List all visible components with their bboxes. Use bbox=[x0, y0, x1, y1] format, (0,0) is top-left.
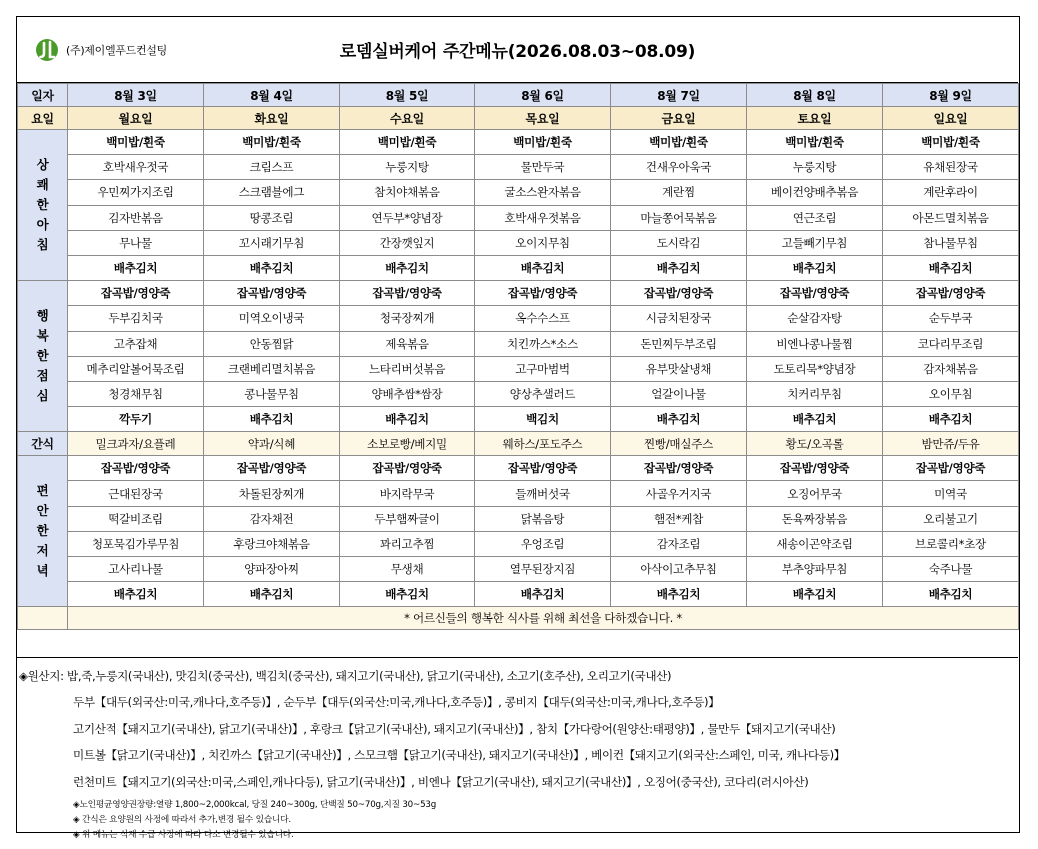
menu-item: 고추잡채 bbox=[68, 331, 204, 356]
menu-item: 치커리무침 bbox=[747, 381, 883, 406]
snack-label: 간식 bbox=[18, 432, 68, 456]
day-row bbox=[18, 107, 1019, 130]
date-cell: 8월 7일 bbox=[611, 84, 747, 107]
day-label: 요일 bbox=[18, 107, 68, 130]
menu-item: 백미밥/흰죽 bbox=[340, 130, 475, 155]
menu-item: 고들빼기무침 bbox=[747, 230, 883, 255]
date-cell: 8월 5일 bbox=[340, 84, 475, 107]
menu-item: 배추김치 bbox=[68, 255, 204, 280]
menu-item: 연두부*양념장 bbox=[340, 205, 475, 230]
meal-label bbox=[18, 456, 68, 607]
snack-cell: 황도/오곡롤 bbox=[747, 432, 883, 456]
menu-item: 코다리무조림 bbox=[883, 331, 1019, 356]
menu-item: 배추김치 bbox=[340, 255, 475, 280]
menu-item: 백미밥/흰죽 bbox=[611, 130, 747, 155]
menu-item: 건새우아욱국 bbox=[611, 155, 747, 180]
menu-item: 크랜베리멸치볶음 bbox=[204, 356, 340, 381]
menu-item: 햄전*케찹 bbox=[611, 506, 747, 531]
meal-row bbox=[18, 331, 1019, 356]
weekly-menu-sheet bbox=[16, 16, 1020, 840]
menu-item: 돈민찌두부조림 bbox=[611, 331, 747, 356]
menu-item: 계란찜 bbox=[611, 180, 747, 205]
note-row bbox=[18, 607, 1019, 630]
day-cell: 수요일 bbox=[340, 107, 475, 130]
menu-item: 배추김치 bbox=[340, 407, 475, 432]
menu-item: 꽈리고추찜 bbox=[340, 531, 475, 556]
menu-item: 김자반볶음 bbox=[68, 205, 204, 230]
snack-cell: 웨하스/포도주스 bbox=[475, 432, 611, 456]
menu-item: 차돌된장찌개 bbox=[204, 481, 340, 506]
meal-label-text: 상쾌한아침 bbox=[36, 157, 49, 253]
menu-item: 시금치된장국 bbox=[611, 306, 747, 331]
menu-item: 우엉조림 bbox=[475, 531, 611, 556]
menu-item: 배추김치 bbox=[747, 582, 883, 607]
menu-item: 백미밥/흰죽 bbox=[68, 130, 204, 155]
menu-item: 배추김치 bbox=[883, 255, 1019, 280]
snack-cell: 소보로빵/베지밀 bbox=[340, 432, 475, 456]
origin-line: 미트볼【닭고기(국내산)】, 치킨까스【닭고기(국내산)】, 스모크햄【닭고기(국내산), 돼지고기(국내산)】, 베이컨【돼지고기(외국산:스페인, 미국, 캐나다등)】 bbox=[73, 748, 845, 762]
date-cell: 8월 8일 bbox=[747, 84, 883, 107]
menu-item: 감자채전 bbox=[204, 506, 340, 531]
menu-item: 아몬드멸치볶음 bbox=[883, 205, 1019, 230]
menu-item: 누룽지탕 bbox=[747, 155, 883, 180]
menu-item: 베이컨양배추볶음 bbox=[747, 180, 883, 205]
menu-item: 잡곡밥/영양죽 bbox=[68, 456, 204, 481]
meal-row bbox=[18, 531, 1019, 556]
menu-item: 미역오이냉국 bbox=[204, 306, 340, 331]
meal-row bbox=[18, 155, 1019, 180]
date-cell: 8월 4일 bbox=[204, 84, 340, 107]
menu-item: 누룽지탕 bbox=[340, 155, 475, 180]
menu-item: 참치야채볶음 bbox=[340, 180, 475, 205]
menu-item: 무나물 bbox=[68, 230, 204, 255]
menu-item: 제육볶음 bbox=[340, 331, 475, 356]
menu-item: 꼬시래기무침 bbox=[204, 230, 340, 255]
menu-item: 얼갈이나물 bbox=[611, 381, 747, 406]
menu-item: 새송이곤약조림 bbox=[747, 531, 883, 556]
day-cell: 토요일 bbox=[747, 107, 883, 130]
menu-item: 간장깻잎지 bbox=[340, 230, 475, 255]
meal-row bbox=[18, 230, 1019, 255]
menu-item: 백미밥/흰죽 bbox=[883, 130, 1019, 155]
menu-item: 잡곡밥/영양죽 bbox=[340, 281, 475, 306]
menu-item: 옥수수스프 bbox=[475, 306, 611, 331]
menu-item: 돈육짜장볶음 bbox=[747, 506, 883, 531]
menu-item: 잡곡밥/영양죽 bbox=[883, 456, 1019, 481]
meal-row bbox=[18, 407, 1019, 432]
menu-item: 고사리나물 bbox=[68, 557, 204, 582]
meal-row bbox=[18, 582, 1019, 607]
snack-cell: 찐빵/매실주스 bbox=[611, 432, 747, 456]
menu-item: 잡곡밥/영양죽 bbox=[204, 456, 340, 481]
menu-item: 청국장찌개 bbox=[340, 306, 475, 331]
menu-item: 참나물무침 bbox=[883, 230, 1019, 255]
menu-item: 도토리묵*양념장 bbox=[747, 356, 883, 381]
menu-item: 양파장아찌 bbox=[204, 557, 340, 582]
menu-item: 잡곡밥/영양죽 bbox=[747, 456, 883, 481]
menu-item: 브로콜리*초장 bbox=[883, 531, 1019, 556]
menu-item: 배추김치 bbox=[747, 255, 883, 280]
menu-item: 연근조림 bbox=[747, 205, 883, 230]
meal-label bbox=[18, 130, 68, 281]
menu-item: 양배추쌈*쌈장 bbox=[340, 381, 475, 406]
menu-item: 잡곡밥/영양죽 bbox=[68, 281, 204, 306]
origin-note: ◈ 위 메뉴는 식재 수급 사정에 따라 다소 변경될수 있습니다. bbox=[73, 830, 294, 840]
menu-item: 감자채볶음 bbox=[883, 356, 1019, 381]
meal-row bbox=[18, 255, 1019, 280]
menu-item: 땅콩조림 bbox=[204, 205, 340, 230]
meal-label-text: 편안한저녁 bbox=[36, 483, 49, 579]
menu-item: 유부맛살냉채 bbox=[611, 356, 747, 381]
menu-item: 사골우거지국 bbox=[611, 481, 747, 506]
menu-item: 후랑크야채볶음 bbox=[204, 531, 340, 556]
weekly-menu-table bbox=[17, 83, 1019, 630]
menu-item: 아삭이고추무침 bbox=[611, 557, 747, 582]
date-label: 일자 bbox=[18, 84, 68, 107]
menu-item: 배추김치 bbox=[68, 582, 204, 607]
menu-item: 배추김치 bbox=[475, 582, 611, 607]
menu-item: 백미밥/흰죽 bbox=[747, 130, 883, 155]
menu-item: 비엔나콩나물찜 bbox=[747, 331, 883, 356]
origin-info bbox=[17, 657, 1018, 840]
meal-row bbox=[18, 281, 1019, 306]
menu-item: 청포묵김가루무침 bbox=[68, 531, 204, 556]
meal-row bbox=[18, 306, 1019, 331]
menu-item: 잡곡밥/영양죽 bbox=[611, 456, 747, 481]
menu-item: 열무된장지짐 bbox=[475, 557, 611, 582]
menu-item: 깍두기 bbox=[68, 407, 204, 432]
menu-item: 청경채무침 bbox=[68, 381, 204, 406]
menu-item: 잡곡밥/영양죽 bbox=[883, 281, 1019, 306]
menu-item: 굴소스완자볶음 bbox=[475, 180, 611, 205]
date-cell: 8월 3일 bbox=[68, 84, 204, 107]
menu-item: 유채된장국 bbox=[883, 155, 1019, 180]
menu-item: 오이지무침 bbox=[475, 230, 611, 255]
menu-item: 배추김치 bbox=[475, 255, 611, 280]
menu-item: 호박새우젓볶음 bbox=[475, 205, 611, 230]
menu-item: 두부햄짜글이 bbox=[340, 506, 475, 531]
origin-note: ◈ 간식은 요양원의 사정에 따라서 추가,변경 될수 있습니다. bbox=[73, 815, 291, 825]
day-cell: 금요일 bbox=[611, 107, 747, 130]
meal-row bbox=[18, 506, 1019, 531]
menu-item: 배추김치 bbox=[883, 407, 1019, 432]
date-cell: 8월 6일 bbox=[475, 84, 611, 107]
menu-item: 도시락김 bbox=[611, 230, 747, 255]
menu-item: 잡곡밥/영양죽 bbox=[475, 456, 611, 481]
meal-row bbox=[18, 557, 1019, 582]
menu-item: 고구마범벅 bbox=[475, 356, 611, 381]
page-title: 로뎀실버케어 주간메뉴(2026.08.03~08.09) bbox=[339, 42, 696, 62]
menu-item: 잡곡밥/영양죽 bbox=[204, 281, 340, 306]
date-row bbox=[18, 84, 1019, 107]
menu-item: 배추김치 bbox=[340, 582, 475, 607]
menu-item: 백미밥/흰죽 bbox=[475, 130, 611, 155]
origin-line: 런천미트【돼지고기(외국산:미국,스페인,캐나다등), 닭고기(국내산)】, 비엔나【닭고기(국내산), 돼지고기(국내산)】, 오징어(중국산), 코다리(러시아산) bbox=[73, 775, 809, 789]
menu-item: 배추김치 bbox=[204, 255, 340, 280]
snack-cell: 약과/식혜 bbox=[204, 432, 340, 456]
menu-item: 들깨버섯국 bbox=[475, 481, 611, 506]
menu-item: 오징어무국 bbox=[747, 481, 883, 506]
menu-item: 오이무침 bbox=[883, 381, 1019, 406]
menu-item: 부추양파무침 bbox=[747, 557, 883, 582]
origin-line: ◈원산지: 밥,죽,누룽지(국내산), 맛김치(중국산), 백김치(중국산), 돼지고기(국내산), 닭고기(국내산), 소고기(호주산), 오리고기(국내산) bbox=[19, 669, 672, 683]
day-cell: 목요일 bbox=[475, 107, 611, 130]
menu-item: 근대된장국 bbox=[68, 481, 204, 506]
menu-item: 닭볶음탕 bbox=[475, 506, 611, 531]
menu-item: 우민찌가지조림 bbox=[68, 180, 204, 205]
menu-item: 양상추샐러드 bbox=[475, 381, 611, 406]
snack-cell: 밤만쥬/두유 bbox=[883, 432, 1019, 456]
menu-item: 숙주나물 bbox=[883, 557, 1019, 582]
meal-row bbox=[18, 456, 1019, 481]
company-name: (주)제이엘푸드컨설팅 bbox=[66, 44, 167, 57]
menu-item: 순두부국 bbox=[883, 306, 1019, 331]
origin-note: ◈노인평균영양권장량:열량 1,800~2,000kcal, 당질 240~300g, 단백질 50~70g,지질 30~53g bbox=[73, 800, 437, 810]
menu-item: 오리불고기 bbox=[883, 506, 1019, 531]
empty-cell bbox=[18, 607, 68, 630]
menu-item: 감자조림 bbox=[611, 531, 747, 556]
menu-item: 호박새우젓국 bbox=[68, 155, 204, 180]
day-cell: 화요일 bbox=[204, 107, 340, 130]
snack-row bbox=[18, 432, 1019, 456]
menu-item: 배추김치 bbox=[611, 407, 747, 432]
menu-item: 안동찜닭 bbox=[204, 331, 340, 356]
menu-item: 스크램블에그 bbox=[204, 180, 340, 205]
meal-row bbox=[18, 481, 1019, 506]
menu-item: 잡곡밥/영양죽 bbox=[611, 281, 747, 306]
menu-item: 크림스프 bbox=[204, 155, 340, 180]
menu-item: 잡곡밥/영양죽 bbox=[747, 281, 883, 306]
menu-item: 배추김치 bbox=[883, 582, 1019, 607]
origin-line: 고기산적【돼지고기(국내산), 닭고기(국내산)】, 후랑크【닭고기(국내산), 돼지고기(국내산)】, 참치【가다랑어(원양산:태평양)】, 물만두【돼지고기(국내산) bbox=[73, 722, 836, 736]
meal-row bbox=[18, 205, 1019, 230]
menu-item: 바지락무국 bbox=[340, 481, 475, 506]
meal-row bbox=[18, 180, 1019, 205]
day-cell: 월요일 bbox=[68, 107, 204, 130]
snack-cell: 밀크과자/요플레 bbox=[68, 432, 204, 456]
meal-row bbox=[18, 356, 1019, 381]
menu-item: 배추김치 bbox=[204, 582, 340, 607]
menu-item: 배추김치 bbox=[611, 255, 747, 280]
menu-item: 계란후라이 bbox=[883, 180, 1019, 205]
menu-item: 배추김치 bbox=[611, 582, 747, 607]
meal-label bbox=[18, 281, 68, 432]
menu-item: 메추리알볼어묵조림 bbox=[68, 356, 204, 381]
menu-item: 배추김치 bbox=[747, 407, 883, 432]
menu-item: 물만두국 bbox=[475, 155, 611, 180]
menu-note: * 어르신들의 행복한 식사를 위해 최선을 다하겠습니다. * bbox=[68, 607, 1019, 630]
menu-item: 미역국 bbox=[883, 481, 1019, 506]
menu-item: 치킨까스*소스 bbox=[475, 331, 611, 356]
menu-item: 배추김치 bbox=[204, 407, 340, 432]
origin-line: 두부【대두(외국산:미국,캐나다,호주등)】, 순두부【대두(외국산:미국,캐나다,호주등)】, 콩비지【대두(외국산:미국,캐나다,호주등)】 bbox=[73, 695, 720, 709]
meal-label-text: 행복한점심 bbox=[36, 308, 49, 404]
date-cell: 8월 9일 bbox=[883, 84, 1019, 107]
menu-item: 잡곡밥/영양죽 bbox=[475, 281, 611, 306]
menu-item: 백김치 bbox=[475, 407, 611, 432]
menu-item: 잡곡밥/영양죽 bbox=[340, 456, 475, 481]
menu-item: 마늘쫑어묵볶음 bbox=[611, 205, 747, 230]
day-cell: 일요일 bbox=[883, 107, 1019, 130]
menu-item: 콩나물무침 bbox=[204, 381, 340, 406]
menu-header bbox=[17, 17, 1018, 83]
menu-item: 떡갈비조림 bbox=[68, 506, 204, 531]
menu-item: 무생채 bbox=[340, 557, 475, 582]
menu-item: 백미밥/흰죽 bbox=[204, 130, 340, 155]
menu-item: 두부김치국 bbox=[68, 306, 204, 331]
meal-row bbox=[18, 381, 1019, 406]
menu-item: 느타리버섯볶음 bbox=[340, 356, 475, 381]
meal-row bbox=[18, 130, 1019, 155]
menu-item: 순살감자탕 bbox=[747, 306, 883, 331]
